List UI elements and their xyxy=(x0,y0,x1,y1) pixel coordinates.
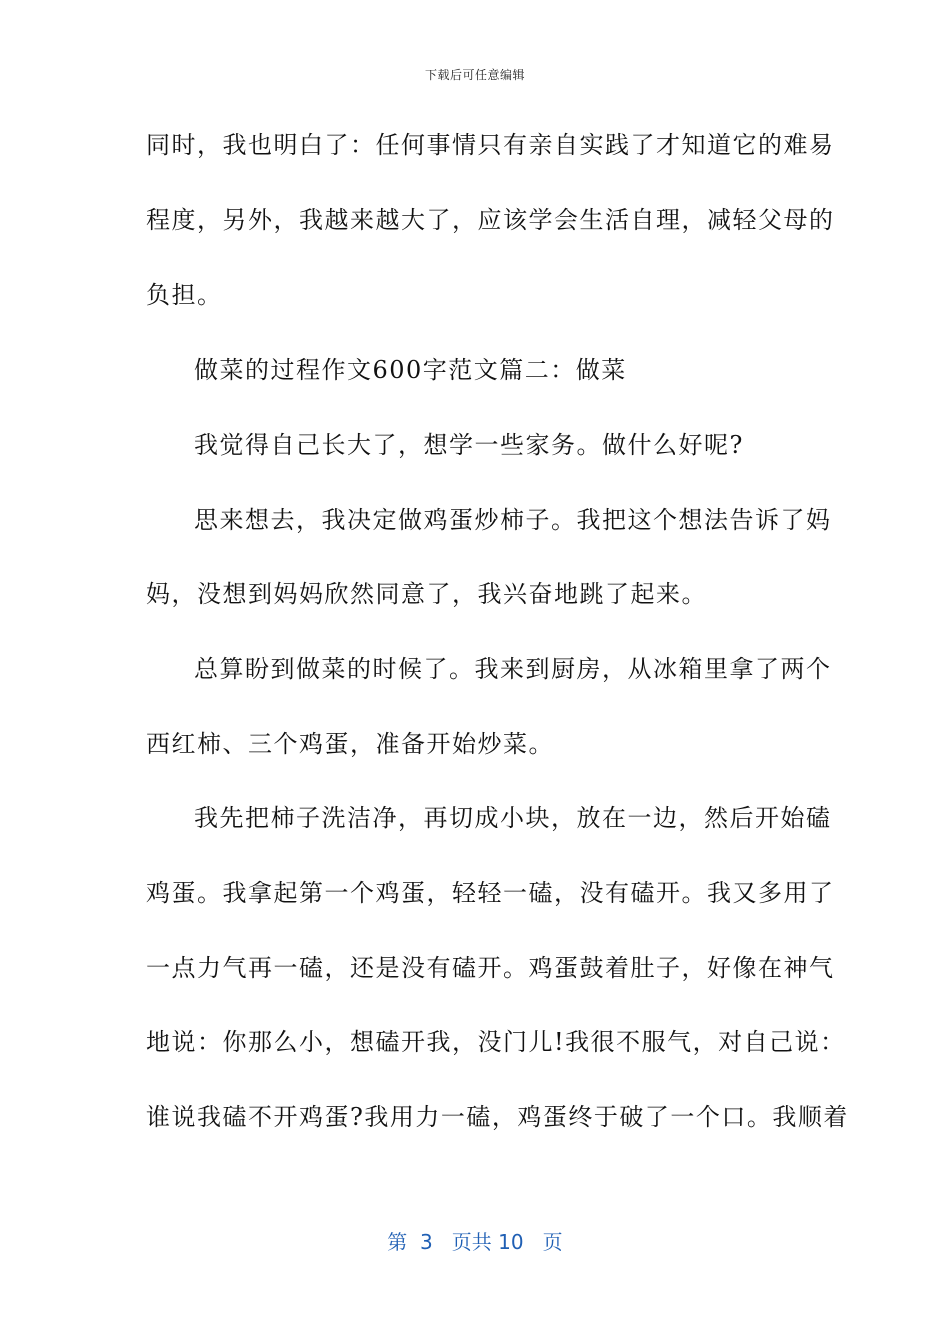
text-line: 我先把柿子洗洁净，再切成小块，放在一边，然后开始磕 xyxy=(194,804,832,832)
text-line: 负担。 xyxy=(146,281,223,309)
text-line: 地说：你那么小，想磕开我，没门儿!我很不服气，对自己说： xyxy=(146,1028,846,1056)
text-line: 西红柿、三个鸡蛋，准备开始炒菜。 xyxy=(146,730,554,758)
text-line: 总算盼到做菜的时候了。我来到厨房，从冰箱里拿了两个 xyxy=(194,655,832,683)
text-line: 一点力气再一磕，还是没有磕开。鸡蛋鼓着肚子，好像在神气 xyxy=(146,954,835,982)
text-line: 同时，我也明白了：任何事情只有亲自实践了才知道它的难易 xyxy=(146,131,835,159)
text-line: 妈，没想到妈妈欣然同意了，我兴奋地跳了起来。 xyxy=(146,580,707,608)
text-line: 思来想去，我决定做鸡蛋炒柿子。我把这个想法告诉了妈 xyxy=(194,506,832,534)
text-line: 程度，另外，我越来越大了，应该学会生活自理，减轻父母的 xyxy=(146,206,835,234)
page-header-note: 下载后可任意编辑 xyxy=(424,68,525,82)
page-number-footer: 第 3 页共 10 页 xyxy=(387,1230,563,1254)
text-line: 谁说我磕不开鸡蛋?我用力一磕，鸡蛋终于破了一个口。我顺着 xyxy=(146,1103,849,1131)
text-line: 鸡蛋。我拿起第一个鸡蛋，轻轻一磕，没有磕开。我又多用了 xyxy=(146,879,835,907)
text-line: 我觉得自己长大了，想学一些家务。做什么好呢? xyxy=(194,431,744,459)
section-heading: 做菜的过程作文600字范文篇二：做菜 xyxy=(194,356,627,384)
